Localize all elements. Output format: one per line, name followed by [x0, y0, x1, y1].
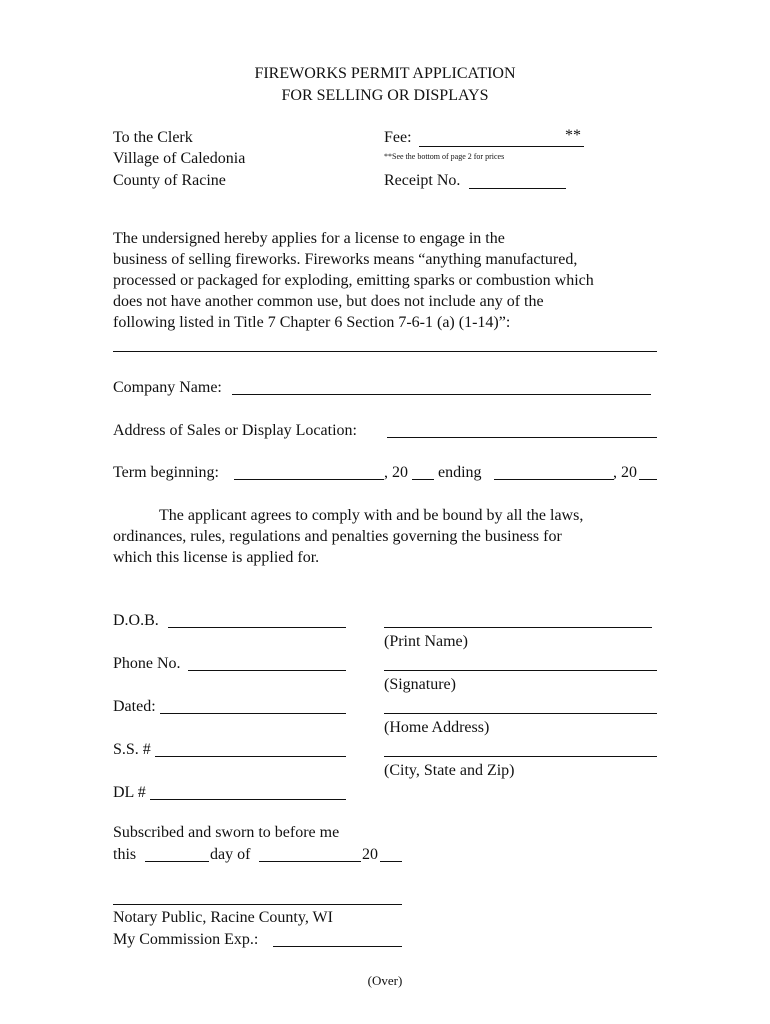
notary-year-input-line[interactable]: [380, 861, 402, 862]
term-end-input-line[interactable]: [494, 479, 614, 480]
agreement-line: ordinances, rules, regulations and penalties governing the business for: [113, 528, 562, 545]
intro-paragraph: [113, 228, 673, 333]
signature-label: (Signature): [384, 676, 456, 693]
print-name-input-line[interactable]: [384, 627, 652, 628]
notary-year-prefix: 20: [362, 846, 378, 863]
phone-label: Phone No.: [113, 655, 181, 672]
print-name-label: (Print Name): [384, 633, 468, 650]
intro-line: following listed in Title 7 Chapter 6 Section 7-6-1 (a) (1-14)”:: [113, 314, 511, 331]
dl-input-line[interactable]: [150, 799, 346, 800]
ss-label: S.S. #: [113, 741, 151, 758]
notary-signature-input-line[interactable]: [113, 904, 402, 905]
agreement-line: The applicant agrees to comply with and be bound by all the laws,: [159, 507, 584, 524]
fee-input-line[interactable]: [419, 146, 584, 147]
fee-stars: **: [565, 127, 581, 144]
intro-line: does not have another common use, but does not include any of the: [113, 293, 544, 310]
term-end-year-input-line[interactable]: [639, 479, 657, 480]
ss-input-line[interactable]: [155, 756, 346, 757]
notary-public-label: Notary Public, Racine County, WI: [113, 909, 333, 926]
receipt-input-line[interactable]: [469, 188, 566, 189]
term-ending-label: ending: [438, 464, 482, 481]
home-address-input-line[interactable]: [384, 713, 657, 714]
title-line-2: FOR SELLING OR DISPLAYS: [281, 87, 489, 104]
notary-month-input-line[interactable]: [259, 861, 361, 862]
term-end-year-prefix: , 20: [613, 464, 637, 481]
receipt-label: Receipt No.: [384, 172, 461, 189]
fee-label: Fee:: [384, 129, 412, 146]
commission-exp-label: My Commission Exp.:: [113, 931, 259, 948]
home-address-label: (Home Address): [384, 719, 490, 736]
fee-note: **See the bottom of page 2 for prices: [384, 152, 505, 161]
location-address-label: Address of Sales or Display Location:: [113, 422, 357, 439]
over-page-note: (Over): [367, 973, 403, 988]
address-line-2: Village of Caledonia: [113, 150, 246, 167]
location-address-input-line[interactable]: [387, 437, 657, 438]
intro-line: business of selling fireworks. Fireworks means “anything manufactured,: [113, 251, 578, 268]
exclusions-input-line[interactable]: [113, 351, 657, 352]
term-beginning-label: Term beginning:: [113, 464, 219, 481]
subscribed-text: Subscribed and sworn to before me: [113, 824, 340, 841]
address-line-1: To the Clerk: [113, 129, 193, 146]
address-line-3: County of Racine: [113, 172, 226, 189]
notary-day-input-line[interactable]: [145, 861, 209, 862]
dated-label: Dated:: [113, 698, 156, 715]
commission-exp-input-line[interactable]: [273, 946, 402, 947]
city-state-zip-input-line[interactable]: [384, 756, 657, 757]
dob-input-line[interactable]: [168, 627, 346, 628]
dob-label: D.O.B.: [113, 612, 159, 629]
term-begin-year-prefix: , 20: [384, 464, 408, 481]
term-begin-year-input-line[interactable]: [412, 479, 434, 480]
signature-input-line[interactable]: [384, 670, 657, 671]
notary-day-of-label: day of: [210, 846, 251, 863]
company-name-input-line[interactable]: [232, 394, 651, 395]
dated-input-line[interactable]: [160, 713, 346, 714]
intro-line: The undersigned hereby applies for a license to engage in the: [113, 230, 505, 247]
term-begin-input-line[interactable]: [234, 479, 384, 480]
company-name-label: Company Name:: [113, 379, 222, 396]
notary-this-label: this: [113, 846, 137, 863]
agreement-paragraph: [113, 505, 673, 568]
agreement-line: which this license is applied for.: [113, 549, 320, 566]
dl-label: DL #: [113, 784, 146, 801]
city-state-zip-label: (City, State and Zip): [384, 762, 515, 779]
phone-input-line[interactable]: [188, 670, 346, 671]
title-line-1: FIREWORKS PERMIT APPLICATION: [254, 65, 516, 82]
intro-line: processed or packaged for exploding, emitting sparks or combustion which: [113, 272, 594, 289]
